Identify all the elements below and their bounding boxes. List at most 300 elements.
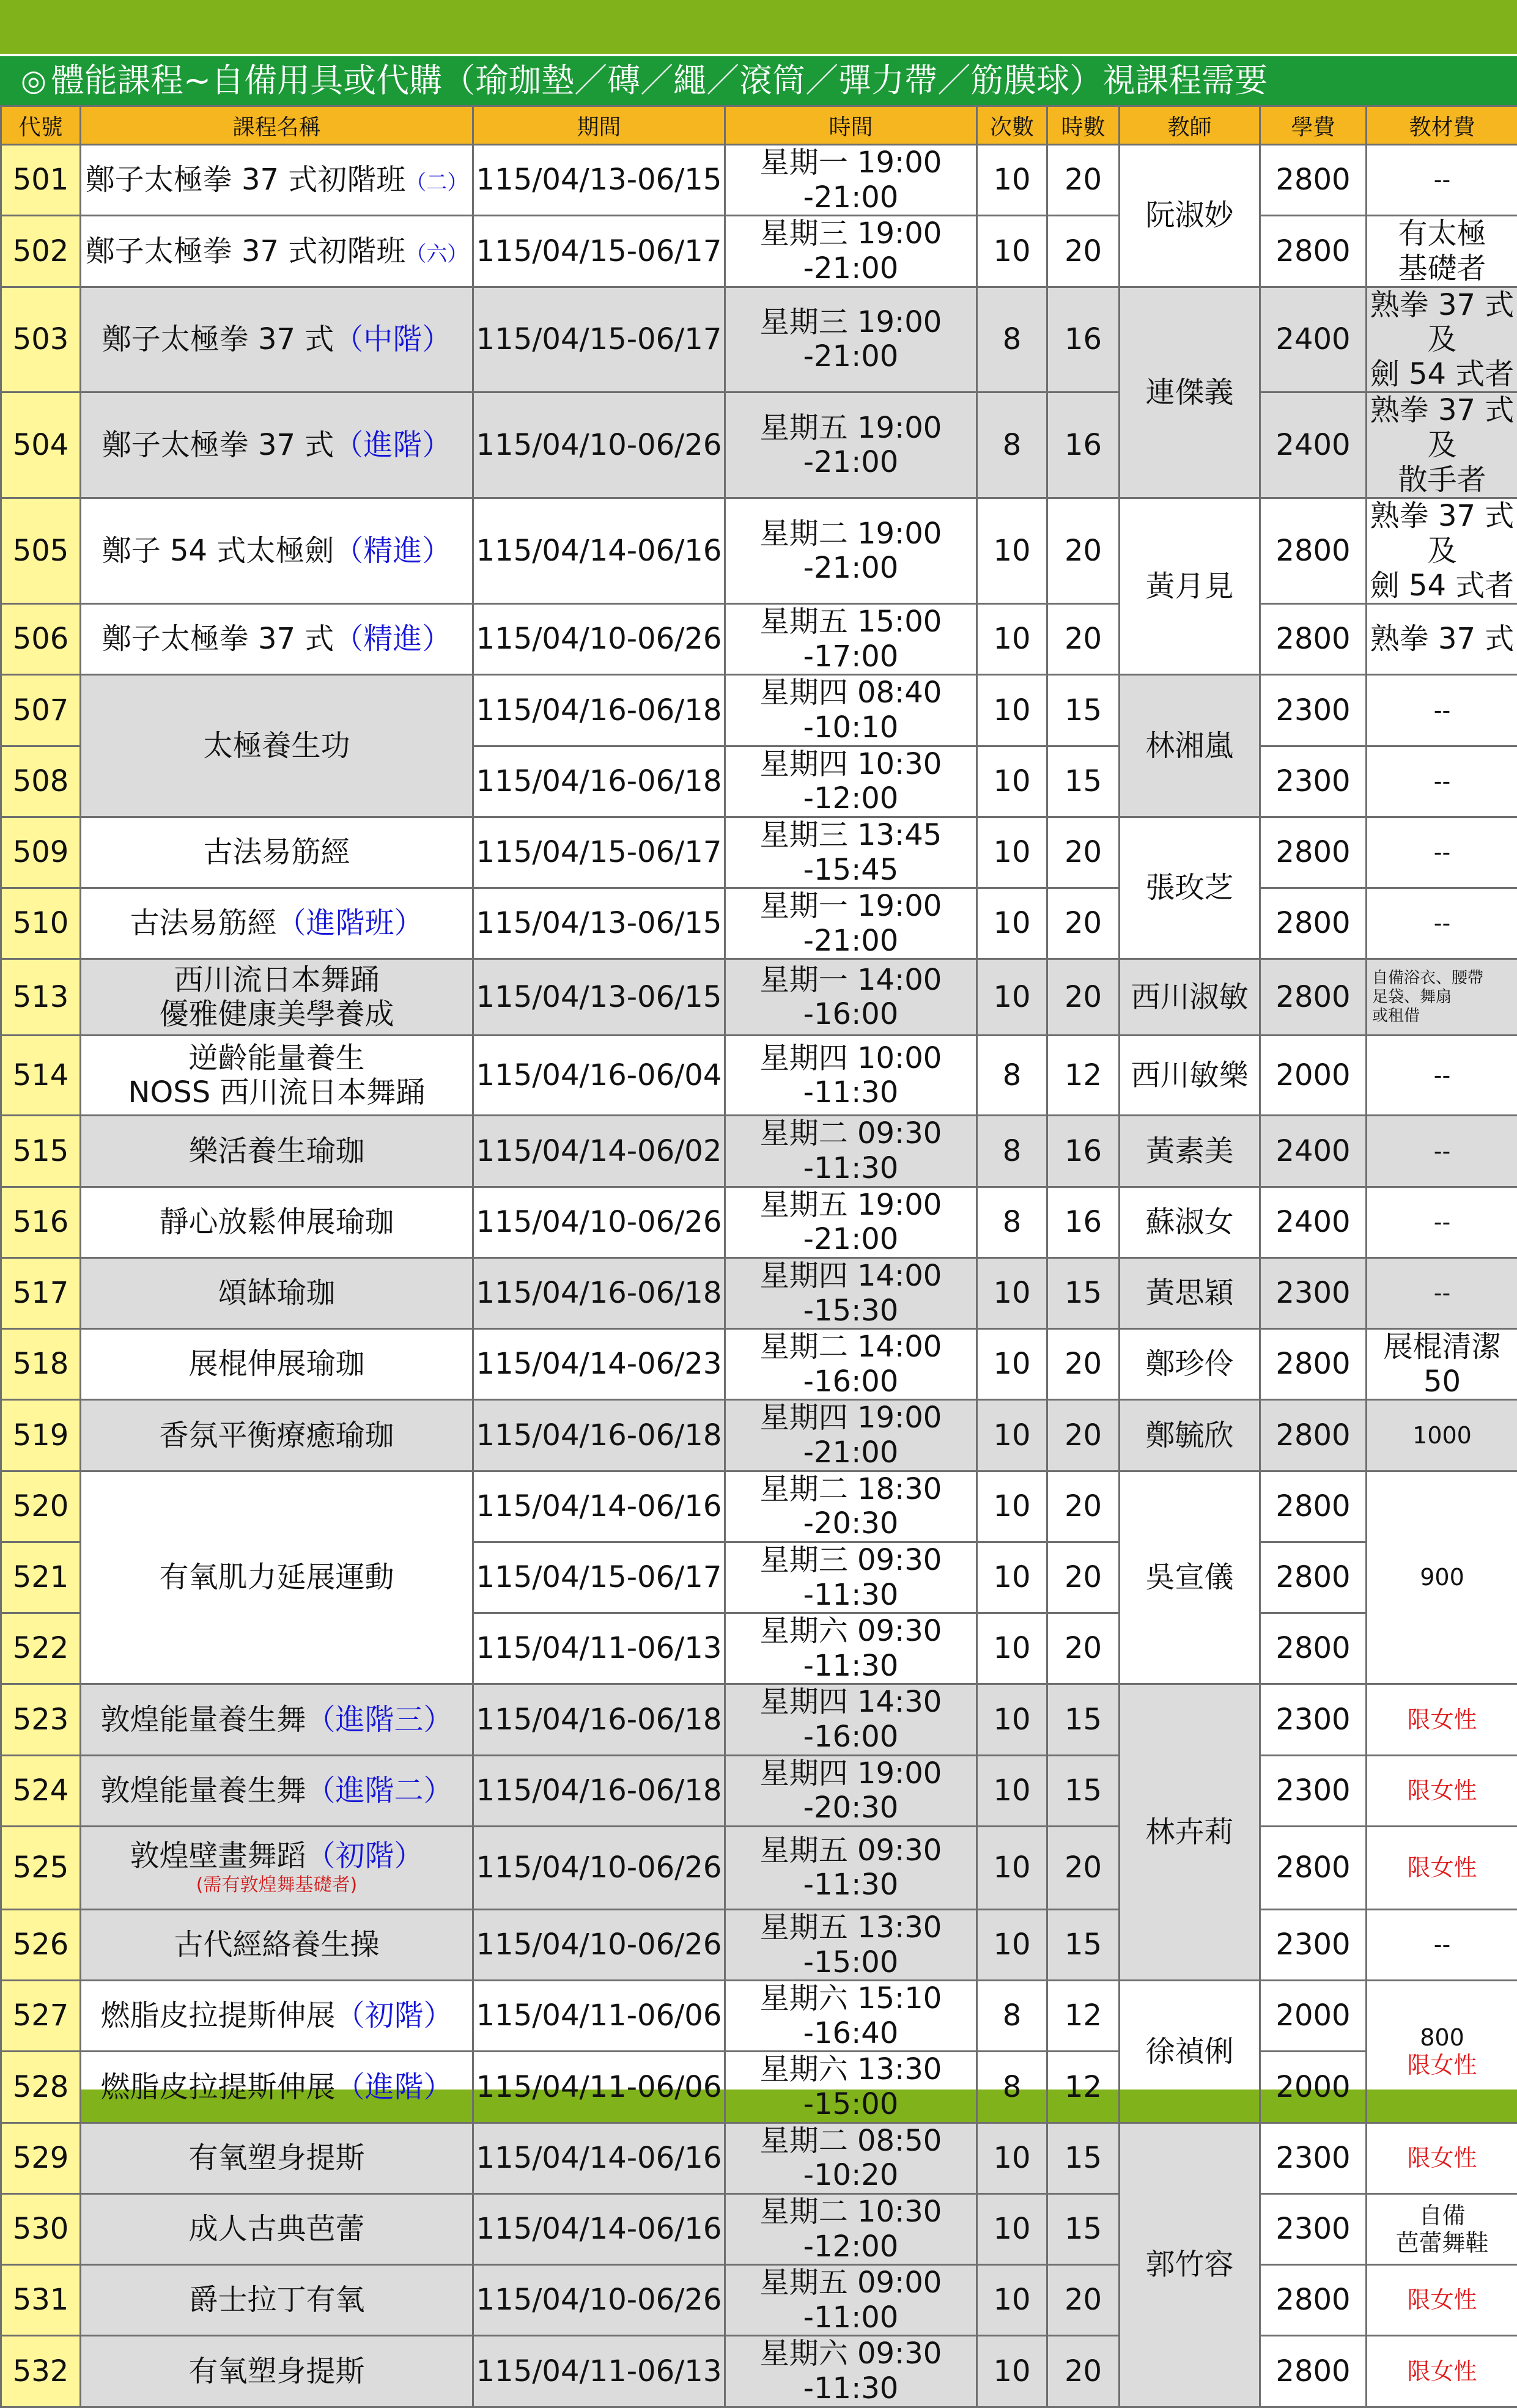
course-hours: 15 xyxy=(1047,746,1120,817)
table-row xyxy=(1,2052,1517,2123)
course-fee: 2800 xyxy=(1260,1613,1367,1684)
course-time: 星期四 10:00 -11:30 xyxy=(725,1036,977,1116)
course-fee: 2000 xyxy=(1260,1036,1367,1116)
course-fee: 2400 xyxy=(1260,392,1367,498)
course-sessions: 10 xyxy=(977,1909,1047,1980)
course-time: 星期六 13:30 -15:00 xyxy=(725,2052,977,2123)
material-line: 劍 54 式者 xyxy=(1370,569,1515,603)
course-level: （進階班） xyxy=(277,906,424,940)
course-material xyxy=(1367,498,1517,604)
course-hours: 20 xyxy=(1047,604,1120,675)
table-row xyxy=(1,1400,1517,1471)
course-code: 501 xyxy=(1,145,81,216)
course-sessions: 10 xyxy=(977,2336,1047,2407)
course-title: 燃脂皮拉提斯伸展 xyxy=(100,1998,335,2033)
course-title: 鄭子 54 式太極劍 xyxy=(102,534,334,568)
course-level: （初階） xyxy=(336,1998,453,2033)
course-teacher: 鄭毓欣 xyxy=(1120,1400,1260,1471)
header-row xyxy=(1,106,1517,145)
course-code: 522 xyxy=(1,1613,81,1684)
material-line: 基礎者 xyxy=(1398,251,1486,285)
course-sessions: 10 xyxy=(977,1471,1047,1542)
course-material: -- xyxy=(1367,888,1517,959)
course-code: 526 xyxy=(1,1909,81,1980)
course-material xyxy=(1367,287,1517,392)
course-sessions: 10 xyxy=(977,817,1047,888)
course-title: 鄭子太極拳 37 式初階班 xyxy=(86,163,406,197)
course-material xyxy=(1367,2193,1517,2264)
material-line: 或租借 xyxy=(1372,1007,1420,1025)
course-material: 限女性 xyxy=(1367,1684,1517,1755)
course-name: 樂活養生瑜珈 xyxy=(81,1116,473,1187)
course-hours: 16 xyxy=(1047,1187,1120,1257)
course-time: 星期三 09:30 -11:30 xyxy=(725,1542,977,1613)
table-row xyxy=(1,2336,1517,2407)
course-period: 115/04/16-06/18 xyxy=(473,1755,725,1826)
course-prerequisite: (需有敦煌舞基礎者) xyxy=(81,1873,472,1897)
course-material: 展棍清潔 50 xyxy=(1367,1329,1517,1400)
course-title: 敦煌壁畫舞蹈 xyxy=(130,1839,306,1873)
course-material: -- xyxy=(1367,1909,1517,1980)
course-level: （六） xyxy=(405,242,468,267)
table-row xyxy=(1,1187,1517,1257)
course-code: 507 xyxy=(1,675,81,746)
table-row xyxy=(1,959,1517,1036)
material-line: 散手者 xyxy=(1398,463,1486,497)
material-line: 自備浴衣、腰帶 xyxy=(1372,969,1483,987)
course-material: -- xyxy=(1367,1257,1517,1328)
course-title: 古法易筋經 xyxy=(130,906,276,940)
course-fee: 2300 xyxy=(1260,746,1367,817)
material-line: 自備 xyxy=(1419,2202,1465,2229)
material-line: 芭蕾舞鞋 xyxy=(1395,2229,1488,2256)
course-sessions: 8 xyxy=(977,2052,1047,2123)
course-name xyxy=(81,604,473,675)
table-row xyxy=(1,1471,1517,1542)
course-sessions: 10 xyxy=(977,1755,1047,1826)
course-hours: 20 xyxy=(1047,817,1120,888)
col-header-hours: 時數 xyxy=(1047,106,1120,145)
course-sessions: 10 xyxy=(977,1329,1047,1400)
course-time: 星期一 19:00 -21:00 xyxy=(725,145,977,216)
course-period: 115/04/14-06/16 xyxy=(473,2193,725,2264)
table-row xyxy=(1,1755,1517,1826)
course-code: 514 xyxy=(1,1036,81,1116)
material-line: 足袋、舞扇 xyxy=(1372,988,1452,1006)
course-material: 限女性 xyxy=(1367,2265,1517,2336)
course-fee: 2800 xyxy=(1260,604,1367,675)
course-hours: 16 xyxy=(1047,287,1120,392)
course-hours: 20 xyxy=(1047,1329,1120,1400)
course-time: 星期三 19:00 -21:00 xyxy=(725,287,977,392)
course-sessions: 10 xyxy=(977,959,1047,1036)
title-text: 體能課程~自備用具或代購（瑜珈墊／磚／繩／滾筒／彈力帶／筋膜球）視課程需要 xyxy=(51,61,1268,100)
course-title: 敦煌能量養生舞 xyxy=(100,1773,306,1808)
course-name xyxy=(81,1684,473,1755)
course-material: -- xyxy=(1367,1036,1517,1116)
course-level: （進階二） xyxy=(306,1773,453,1808)
course-material: -- xyxy=(1367,1187,1517,1257)
course-name xyxy=(81,1826,473,1909)
course-level: （進階三） xyxy=(306,1703,453,1737)
course-teacher: 西川淑敏 xyxy=(1120,959,1260,1036)
course-fee: 2300 xyxy=(1260,2193,1367,2264)
course-code: 521 xyxy=(1,1542,81,1613)
course-period: 115/04/11-06/13 xyxy=(473,1613,725,1684)
table-row xyxy=(1,498,1517,604)
course-code: 509 xyxy=(1,817,81,888)
table-row xyxy=(1,1909,1517,1980)
course-fee: 2000 xyxy=(1260,2052,1367,2123)
course-name xyxy=(81,1981,473,2052)
course-period: 115/04/13-06/15 xyxy=(473,888,725,959)
course-fee: 2400 xyxy=(1260,287,1367,392)
col-header-sessions: 次數 xyxy=(977,106,1047,145)
course-name: 爵士拉丁有氧 xyxy=(81,2265,473,2336)
course-material: -- xyxy=(1367,817,1517,888)
course-period: 115/04/13-06/15 xyxy=(473,959,725,1036)
course-period: 115/04/16-06/04 xyxy=(473,1036,725,1116)
course-material: 限女性 xyxy=(1367,1826,1517,1909)
material-line: 有太極 xyxy=(1398,216,1486,251)
table-row xyxy=(1,1036,1517,1116)
course-title: 西川流日本舞踊 xyxy=(174,963,379,997)
table-row xyxy=(1,2123,1517,2193)
course-code: 515 xyxy=(1,1116,81,1187)
course-hours: 12 xyxy=(1047,1981,1120,2052)
course-name: 成人古典芭蕾 xyxy=(81,2193,473,2264)
course-period: 115/04/11-06/06 xyxy=(473,1981,725,2052)
table-row xyxy=(1,392,1517,498)
table-row xyxy=(1,1981,1517,2052)
course-period: 115/04/16-06/18 xyxy=(473,1257,725,1328)
material-line: 熟拳 37 式及 xyxy=(1370,288,1515,357)
course-time: 星期二 09:30 -11:30 xyxy=(725,1116,977,1187)
course-teacher: 郭竹容 xyxy=(1120,2123,1260,2407)
course-teacher: 徐禎俐 xyxy=(1120,1981,1260,2123)
course-fee: 2800 xyxy=(1260,145,1367,216)
course-code: 519 xyxy=(1,1400,81,1471)
course-time: 星期二 08:50 -10:20 xyxy=(725,2123,977,2193)
table-row xyxy=(1,216,1517,287)
course-period: 115/04/10-06/26 xyxy=(473,2265,725,2336)
course-time: 星期三 19:00 -21:00 xyxy=(725,216,977,287)
course-period: 115/04/16-06/18 xyxy=(473,1684,725,1755)
course-code: 508 xyxy=(1,746,81,817)
course-code: 528 xyxy=(1,2052,81,2123)
course-sessions: 10 xyxy=(977,1542,1047,1613)
course-hours: 20 xyxy=(1047,145,1120,216)
course-sessions: 10 xyxy=(977,604,1047,675)
bullet-icon: ◎ xyxy=(21,56,46,105)
course-hours: 15 xyxy=(1047,1257,1120,1328)
course-code: 502 xyxy=(1,216,81,287)
course-teacher: 阮淑妙 xyxy=(1120,145,1260,287)
course-time: 星期二 14:00 -16:00 xyxy=(725,1329,977,1400)
course-fee: 2300 xyxy=(1260,1684,1367,1755)
course-sessions: 8 xyxy=(977,392,1047,498)
course-fee: 2800 xyxy=(1260,2265,1367,2336)
course-hours: 15 xyxy=(1047,1684,1120,1755)
course-code: 518 xyxy=(1,1329,81,1400)
material-line: 熟拳 37 式及 xyxy=(1370,499,1515,568)
course-period: 115/04/14-06/02 xyxy=(473,1116,725,1187)
course-time: 星期五 19:00 -21:00 xyxy=(725,392,977,498)
course-level: （進階） xyxy=(334,428,451,462)
course-time: 星期五 13:30 -15:00 xyxy=(725,1909,977,1980)
course-level: （精進） xyxy=(334,622,451,656)
course-material: -- xyxy=(1367,145,1517,216)
course-level: （初階） xyxy=(306,1839,424,1873)
course-time: 星期六 15:10 -16:40 xyxy=(725,1981,977,2052)
course-period: 115/04/11-06/13 xyxy=(473,2336,725,2407)
course-material: 限女性 xyxy=(1367,2123,1517,2193)
course-period: 115/04/15-06/17 xyxy=(473,817,725,888)
course-name xyxy=(81,216,473,287)
course-time: 星期四 14:30 -16:00 xyxy=(725,1684,977,1755)
course-subtitle: NOSS 西川流日本舞踊 xyxy=(128,1075,426,1110)
course-sessions: 10 xyxy=(977,2193,1047,2264)
course-fee: 2800 xyxy=(1260,216,1367,287)
course-name xyxy=(81,959,473,1036)
course-period: 115/04/10-06/26 xyxy=(473,1187,725,1257)
course-level: （中階） xyxy=(334,322,451,356)
table-row xyxy=(1,817,1517,888)
course-sessions: 8 xyxy=(977,1981,1047,2052)
course-sessions: 8 xyxy=(977,1187,1047,1257)
table-row xyxy=(1,1116,1517,1187)
course-code: 525 xyxy=(1,1826,81,1909)
course-material: 熟拳 37 式 xyxy=(1367,604,1517,675)
col-header-time: 時間 xyxy=(725,106,977,145)
table-row xyxy=(1,287,1517,392)
course-fee: 2400 xyxy=(1260,1187,1367,1257)
course-name xyxy=(81,1036,473,1116)
course-material: 限女性 xyxy=(1367,2336,1517,2407)
course-time: 星期一 14:00 -16:00 xyxy=(725,959,977,1036)
course-period: 115/04/14-06/23 xyxy=(473,1329,725,1400)
course-period: 115/04/15-06/17 xyxy=(473,216,725,287)
course-sessions: 8 xyxy=(977,1036,1047,1116)
course-hours: 20 xyxy=(1047,1542,1120,1613)
course-period: 115/04/15-06/17 xyxy=(473,1542,725,1613)
course-sessions: 10 xyxy=(977,216,1047,287)
course-hours: 20 xyxy=(1047,2265,1120,2336)
course-name: 靜心放鬆伸展瑜珈 xyxy=(81,1187,473,1257)
course-title: 鄭子太極拳 37 式 xyxy=(102,622,334,656)
course-name: 頌缽瑜珈 xyxy=(81,1257,473,1328)
course-hours: 15 xyxy=(1047,2123,1120,2193)
course-time: 星期一 19:00 -21:00 xyxy=(725,888,977,959)
table-row xyxy=(1,1257,1517,1328)
course-sessions: 10 xyxy=(977,888,1047,959)
course-name xyxy=(81,888,473,959)
course-code: 504 xyxy=(1,392,81,498)
material-line: 800 xyxy=(1420,2024,1464,2051)
course-title: 燃脂皮拉提斯伸展 xyxy=(100,2070,335,2104)
course-sessions: 10 xyxy=(977,1257,1047,1328)
course-sessions: 10 xyxy=(977,675,1047,746)
course-code: 532 xyxy=(1,2336,81,2407)
course-hours: 16 xyxy=(1047,1116,1120,1187)
course-teacher: 吳宣儀 xyxy=(1120,1471,1260,1684)
course-hours: 20 xyxy=(1047,2336,1120,2407)
course-sessions: 8 xyxy=(977,1116,1047,1187)
course-name xyxy=(81,498,473,604)
course-name: 太極養生功 xyxy=(81,675,473,817)
course-time: 星期二 18:30 -20:30 xyxy=(725,1471,977,1542)
course-period: 115/04/10-06/26 xyxy=(473,1909,725,1980)
material-line: 熟拳 37 式及 xyxy=(1370,393,1515,462)
course-teacher: 蘇淑女 xyxy=(1120,1187,1260,1257)
course-time: 星期五 19:00 -21:00 xyxy=(725,1187,977,1257)
table-row xyxy=(1,1684,1517,1755)
course-fee: 2800 xyxy=(1260,498,1367,604)
course-period: 115/04/15-06/17 xyxy=(473,287,725,392)
course-code: 527 xyxy=(1,1981,81,2052)
course-hours: 20 xyxy=(1047,498,1120,604)
course-title: 敦煌能量養生舞 xyxy=(100,1703,306,1737)
course-fee: 2400 xyxy=(1260,1116,1367,1187)
col-header-name: 課程名稱 xyxy=(81,106,473,145)
course-sessions: 10 xyxy=(977,1400,1047,1471)
course-sessions: 8 xyxy=(977,287,1047,392)
course-name: 有氧塑身提斯 xyxy=(81,2336,473,2407)
course-fee: 2300 xyxy=(1260,1909,1367,1980)
course-hours: 20 xyxy=(1047,1471,1120,1542)
course-time: 星期四 10:30 -12:00 xyxy=(725,746,977,817)
course-hours: 12 xyxy=(1047,1036,1120,1116)
course-material: -- xyxy=(1367,675,1517,746)
course-period: 115/04/10-06/26 xyxy=(473,392,725,498)
course-name: 古法易筋經 xyxy=(81,817,473,888)
course-name: 展棍伸展瑜珈 xyxy=(81,1329,473,1400)
course-teacher: 鄭珍伶 xyxy=(1120,1329,1260,1400)
course-code: 513 xyxy=(1,959,81,1036)
course-material xyxy=(1367,392,1517,498)
course-material: 900 xyxy=(1367,1471,1517,1684)
course-hours: 20 xyxy=(1047,1613,1120,1684)
course-fee: 2800 xyxy=(1260,1400,1367,1471)
course-material xyxy=(1367,959,1517,1036)
course-name xyxy=(81,392,473,498)
course-sessions: 10 xyxy=(977,1613,1047,1684)
course-teacher: 黃思穎 xyxy=(1120,1257,1260,1328)
course-fee: 2800 xyxy=(1260,1329,1367,1400)
course-fee: 2800 xyxy=(1260,1542,1367,1613)
course-fee: 2300 xyxy=(1260,1755,1367,1826)
course-title: 鄭子太極拳 37 式 xyxy=(102,322,334,356)
course-sessions: 10 xyxy=(977,145,1047,216)
course-time: 星期六 09:30 -11:30 xyxy=(725,1613,977,1684)
course-code: 506 xyxy=(1,604,81,675)
material-line: 限女性 xyxy=(1407,2052,1477,2078)
course-code: 524 xyxy=(1,1755,81,1826)
course-time: 星期五 15:00 -17:00 xyxy=(725,604,977,675)
course-teacher: 黃月見 xyxy=(1120,498,1260,675)
course-fee: 2800 xyxy=(1260,1471,1367,1542)
course-material xyxy=(1367,1981,1517,2123)
material-line: 劍 54 式者 xyxy=(1370,357,1515,391)
course-code: 517 xyxy=(1,1257,81,1328)
col-header-period: 期間 xyxy=(473,106,725,145)
course-hours: 20 xyxy=(1047,1400,1120,1471)
course-hours: 15 xyxy=(1047,675,1120,746)
course-teacher: 黃素美 xyxy=(1120,1116,1260,1187)
course-name: 有氧塑身提斯 xyxy=(81,2123,473,2193)
table-row xyxy=(1,675,1517,746)
course-title: 鄭子太極拳 37 式初階班 xyxy=(86,234,406,268)
course-fee: 2800 xyxy=(1260,817,1367,888)
course-teacher: 林湘嵐 xyxy=(1120,675,1260,817)
col-header-teacher: 教師 xyxy=(1120,106,1260,145)
course-sessions: 10 xyxy=(977,1826,1047,1909)
table-row xyxy=(1,145,1517,216)
course-fee: 2800 xyxy=(1260,959,1367,1036)
course-hours: 20 xyxy=(1047,216,1120,287)
course-period: 115/04/16-06/18 xyxy=(473,675,725,746)
course-name: 香氛平衡療癒瑜珈 xyxy=(81,1400,473,1471)
course-hours: 15 xyxy=(1047,1755,1120,1826)
table-row xyxy=(1,2265,1517,2336)
course-code: 516 xyxy=(1,1187,81,1257)
course-code: 503 xyxy=(1,287,81,392)
course-period: 115/04/10-06/26 xyxy=(473,1826,725,1909)
course-fee: 2800 xyxy=(1260,2336,1367,2407)
course-code: 510 xyxy=(1,888,81,959)
course-time: 星期五 09:30 -11:30 xyxy=(725,1826,977,1909)
course-level: （精進） xyxy=(334,534,451,568)
course-fee: 2300 xyxy=(1260,2123,1367,2193)
course-time: 星期五 09:00 -11:00 xyxy=(725,2265,977,2336)
course-time: 星期三 13:45 -15:45 xyxy=(725,817,977,888)
course-code: 531 xyxy=(1,2265,81,2336)
course-fee: 2300 xyxy=(1260,1257,1367,1328)
course-time: 星期四 08:40 -10:10 xyxy=(725,675,977,746)
course-time: 星期四 14:00 -15:30 xyxy=(725,1257,977,1328)
course-code: 530 xyxy=(1,2193,81,2264)
col-header-material: 教材費 xyxy=(1367,106,1517,145)
course-time: 星期四 19:00 -20:30 xyxy=(725,1755,977,1826)
course-hours: 16 xyxy=(1047,392,1120,498)
course-period: 115/04/10-06/26 xyxy=(473,604,725,675)
course-title: 鄭子太極拳 37 式 xyxy=(102,428,334,462)
course-material: 1000 xyxy=(1367,1400,1517,1471)
course-code: 505 xyxy=(1,498,81,604)
course-hours: 20 xyxy=(1047,1826,1120,1909)
course-table xyxy=(0,105,1517,2408)
table-row xyxy=(1,888,1517,959)
course-time: 星期六 09:30 -11:30 xyxy=(725,2336,977,2407)
table-row xyxy=(1,1826,1517,1909)
course-name xyxy=(81,2052,473,2123)
course-hours: 20 xyxy=(1047,888,1120,959)
course-fee: 2800 xyxy=(1260,1826,1367,1909)
course-fee: 2000 xyxy=(1260,1981,1367,2052)
course-name xyxy=(81,1755,473,1826)
course-hours: 15 xyxy=(1047,1909,1120,1980)
course-teacher: 張玫芝 xyxy=(1120,817,1260,959)
course-teacher: 林卉莉 xyxy=(1120,1684,1260,1981)
course-code: 529 xyxy=(1,2123,81,2193)
course-title: 逆齡能量養生 xyxy=(188,1041,364,1075)
course-period: 115/04/14-06/16 xyxy=(473,498,725,604)
course-hours: 20 xyxy=(1047,959,1120,1036)
course-level: （進階） xyxy=(336,2070,453,2104)
course-material: -- xyxy=(1367,746,1517,817)
table-row xyxy=(1,1329,1517,1400)
course-period: 115/04/13-06/15 xyxy=(473,145,725,216)
